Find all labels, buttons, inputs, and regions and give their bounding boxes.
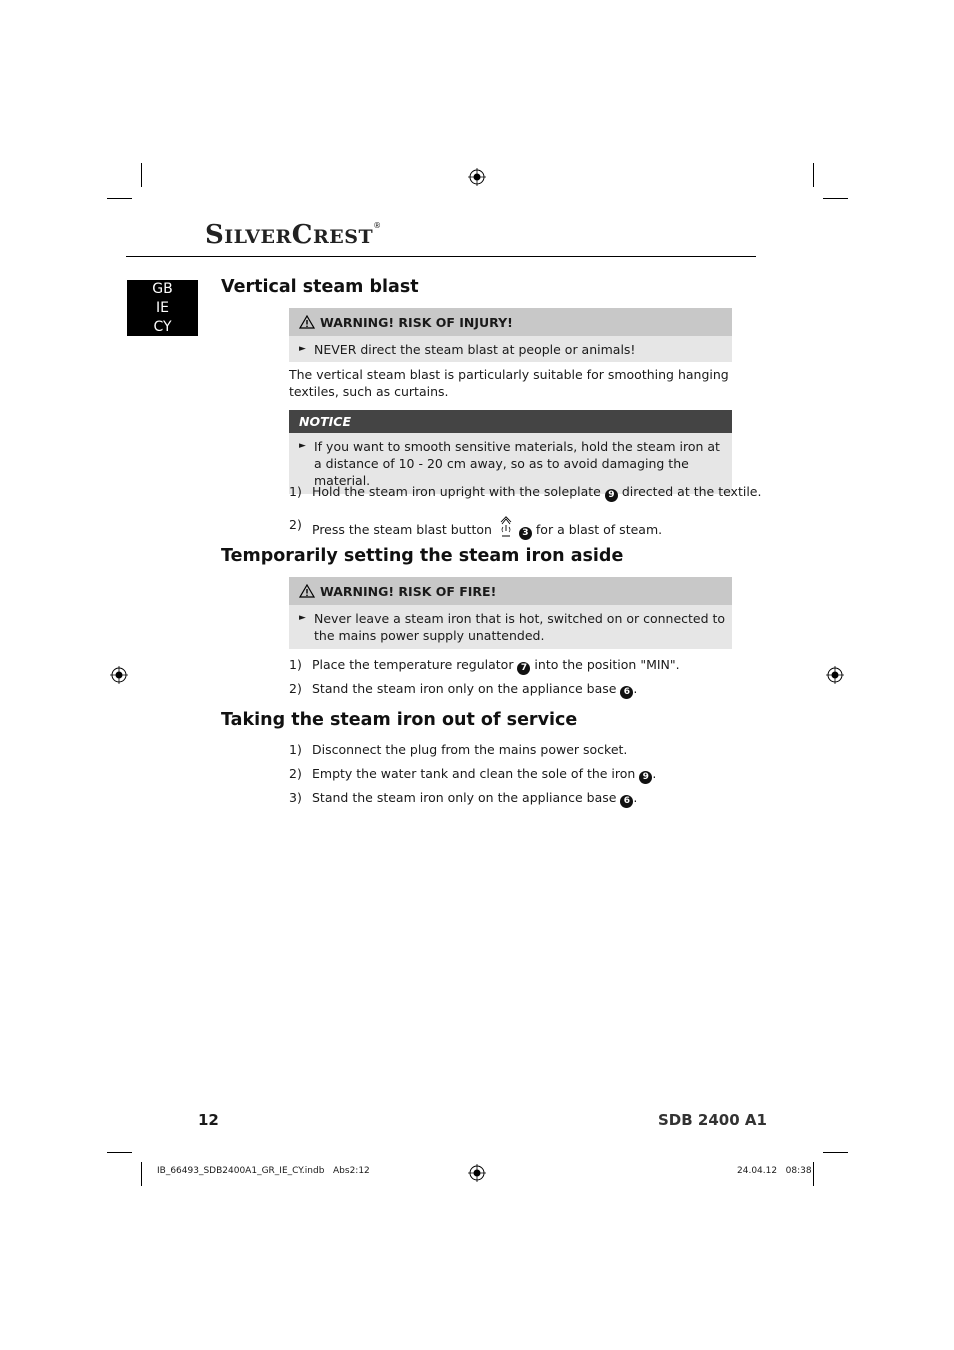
brand-letter: S bbox=[205, 220, 225, 250]
model-number: SDB 2400 A1 bbox=[658, 1111, 767, 1129]
notice-box bbox=[289, 410, 732, 494]
step-text-part: Place the temperature regulator bbox=[312, 657, 518, 672]
step-text bbox=[312, 516, 662, 540]
warning-text: Never leave a steam iron that is hot, switched on or connected to the mains power supply unattended. bbox=[314, 611, 726, 643]
list-item bbox=[289, 483, 761, 502]
crop-mark bbox=[813, 1162, 814, 1186]
warning-body bbox=[289, 336, 732, 362]
registration-mark-icon bbox=[826, 666, 844, 684]
section-title: Vertical steam blast bbox=[221, 277, 419, 297]
warning-box bbox=[289, 577, 732, 649]
arrow-bullet-icon: ► bbox=[299, 441, 306, 451]
step-text-part: Empty the water tank and clean the sole of the iron bbox=[312, 766, 640, 781]
list-item bbox=[289, 656, 680, 675]
crop-mark bbox=[813, 163, 814, 187]
crop-mark bbox=[141, 163, 142, 187]
print-slug-right: 24.04.12 08:38 bbox=[737, 1166, 812, 1176]
language-tab bbox=[127, 280, 198, 336]
warning-triangle-icon bbox=[299, 584, 315, 598]
warning-header bbox=[289, 308, 732, 336]
step-number: 1) bbox=[289, 657, 302, 672]
warning-body bbox=[289, 605, 732, 649]
warning-triangle-icon bbox=[299, 315, 315, 329]
step-text: Disconnect the plug from the mains power socket. bbox=[312, 742, 628, 757]
part-reference: 7 bbox=[517, 662, 530, 675]
step-text bbox=[312, 656, 680, 675]
list-item bbox=[289, 516, 662, 540]
warning-header bbox=[289, 577, 732, 605]
list-item bbox=[289, 789, 637, 808]
registration-mark-icon bbox=[468, 168, 486, 186]
crop-mark bbox=[823, 1152, 848, 1153]
arrow-bullet-icon: ► bbox=[299, 613, 306, 623]
step-text-part: Stand the steam iron only on the appliance base bbox=[312, 790, 621, 805]
step-text-part: Hold the steam iron upright with the soleplate bbox=[312, 484, 605, 499]
intro-paragraph: The vertical steam blast is particularly suitable for smoothing hanging textiles, such as curtains. bbox=[289, 367, 729, 399]
page-number: 12 bbox=[198, 1111, 219, 1129]
step-number: 1) bbox=[289, 742, 302, 757]
part-reference: 6 bbox=[620, 795, 633, 808]
header-rule bbox=[126, 256, 756, 257]
steam-blast-icon bbox=[498, 516, 514, 538]
registration-mark-icon bbox=[468, 1164, 486, 1182]
warning-text: NEVER direct the steam blast at people or animals! bbox=[314, 342, 636, 357]
step-number: 2) bbox=[289, 517, 302, 532]
registered-mark: ® bbox=[373, 221, 382, 230]
section-title: Temporarily setting the steam iron aside bbox=[221, 546, 624, 566]
list-item bbox=[289, 680, 637, 699]
crop-mark bbox=[107, 198, 132, 199]
warning-title: WARNING! RISK OF FIRE! bbox=[320, 583, 497, 599]
notice-text: If you want to smooth sensitive materials, hold the steam iron at a distance of 10 - 20 cm away, so as to avoid damaging the material. bbox=[314, 439, 720, 488]
print-slug-left: IB_66493_SDB2400A1_GR_IE_CY.indb Abs2:12 bbox=[157, 1166, 370, 1176]
part-reference: 9 bbox=[639, 771, 652, 784]
part-reference: 9 bbox=[605, 489, 618, 502]
notice-header bbox=[289, 410, 732, 433]
step-text-part: Stand the steam iron only on the appliance base bbox=[312, 681, 621, 696]
step-text bbox=[312, 680, 637, 699]
language-ie: IE bbox=[156, 300, 169, 316]
warning-title: WARNING! RISK OF INJURY! bbox=[320, 314, 513, 330]
language-gb: GB bbox=[152, 281, 173, 297]
brand-letter: C bbox=[291, 220, 313, 250]
arrow-bullet-icon: ► bbox=[299, 344, 306, 354]
step-text bbox=[312, 483, 761, 502]
step-text bbox=[312, 765, 656, 784]
part-reference: 3 bbox=[519, 527, 532, 540]
step-text-part: . bbox=[633, 790, 638, 805]
crop-mark bbox=[141, 1162, 142, 1186]
step-text-part: into the position "MIN". bbox=[530, 657, 680, 672]
crop-mark bbox=[107, 1152, 132, 1153]
brand-letters: ILVER bbox=[224, 226, 292, 248]
step-text bbox=[312, 789, 637, 808]
step-text-part: . bbox=[633, 681, 638, 696]
brand-letters: REST bbox=[313, 226, 374, 248]
section-title: Taking the steam iron out of service bbox=[221, 710, 578, 730]
step-text-part: . bbox=[652, 766, 657, 781]
part-reference: 6 bbox=[620, 686, 633, 699]
brand-logo bbox=[205, 222, 382, 248]
registration-mark-icon bbox=[110, 666, 128, 684]
step-text-part: for a blast of steam. bbox=[531, 522, 663, 537]
step-text-part: Press the steam blast button bbox=[312, 522, 496, 537]
list-item bbox=[289, 765, 656, 784]
step-number: 2) bbox=[289, 766, 302, 781]
step-text-part: directed at the textile. bbox=[617, 484, 762, 499]
step-number: 1) bbox=[289, 484, 302, 499]
crop-mark bbox=[823, 198, 848, 199]
step-number: 2) bbox=[289, 681, 302, 696]
language-cy: CY bbox=[153, 319, 172, 335]
step-number: 3) bbox=[289, 790, 302, 805]
list-item bbox=[289, 741, 627, 758]
warning-box bbox=[289, 308, 732, 362]
notice-title: NOTICE bbox=[299, 414, 351, 429]
